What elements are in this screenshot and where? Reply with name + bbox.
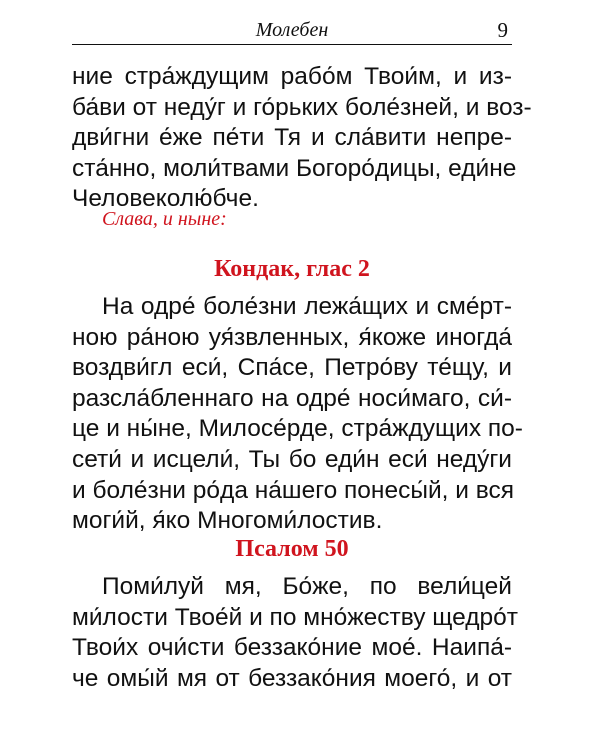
header-rule	[72, 44, 512, 45]
text-line: На одре́ боле́зни лежа́щих и сме́рт-	[102, 293, 512, 320]
text-line: Поми́луй мя, Бо́же, по вели́цей	[102, 573, 512, 600]
page-number: 9	[497, 18, 508, 42]
text-line: ние стра́ждущим рабо́м Твои́м, и из-	[72, 63, 512, 90]
text-line: воздви́гл еси́, Спа́се, Петро́ву те́щу, и	[72, 354, 512, 382]
continuation-paragraph	[72, 62, 532, 215]
psalm-heading: Псалом 50	[235, 536, 349, 562]
text-line: сети́ и исцели́, Ты бо еди́н еси́ неду́ги	[72, 445, 512, 473]
page-header	[72, 16, 512, 44]
text-line: ми́лости Твое́й и по мно́жеству щедро́т	[72, 603, 519, 631]
book-page	[72, 0, 532, 750]
text-line: Твои́х очи́сти беззако́ние мое́. Наипа́-	[72, 634, 512, 662]
running-title: Молебен	[255, 19, 329, 41]
text-line: це и ны́не, Милосе́рде, стра́ждущих по-	[72, 415, 523, 443]
text-line: разсла́бленнаго на одре́ носи́маго, си́-	[72, 384, 512, 412]
psalm-paragraph	[72, 572, 519, 694]
text-line: ною ра́ною уя́звленных, я́коже иногда́	[72, 323, 512, 351]
text-line: че омы́й мя от беззако́ния моего́, и от	[72, 664, 512, 692]
rubric-glory: Слава, и ныне:	[102, 208, 227, 230]
text-line: и боле́зни ро́да на́шего понесы́й, и вся	[72, 476, 514, 504]
text-line: ба́ви от неду́г и го́рьких боле́зней, и воз-	[72, 93, 532, 121]
text-line: моги́й, я́ко Многоми́лостив.	[72, 507, 383, 535]
text-line: ста́нно, моли́твами Богоро́дицы, еди́не	[72, 154, 517, 182]
text-line: Человеколю́бче.	[72, 185, 259, 213]
kontakion-paragraph	[72, 292, 523, 537]
kontakion-heading: Кондак, глас 2	[214, 256, 370, 282]
text-line: дви́гни е́же пе́ти Тя и сла́вити непре-	[72, 124, 512, 152]
